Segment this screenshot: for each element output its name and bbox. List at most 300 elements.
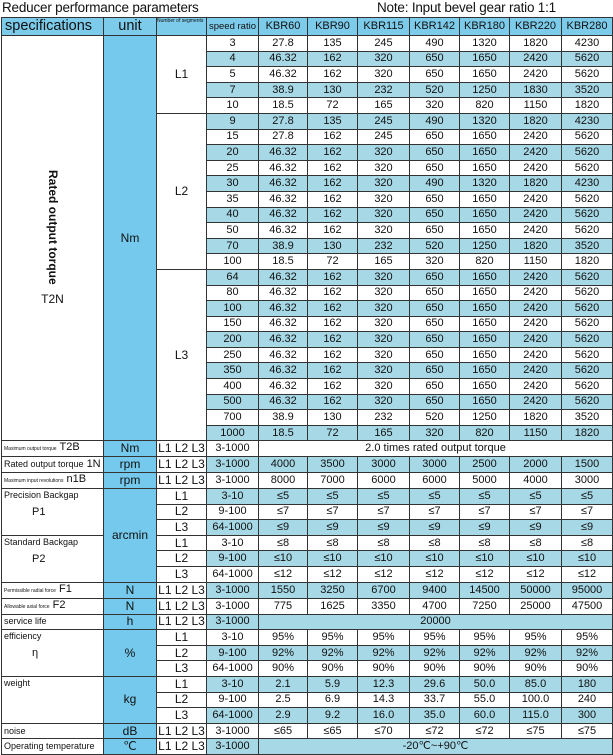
performance-table (1, 17, 613, 755)
value-cell: 320 (358, 363, 410, 379)
value-cell: 5620 (562, 269, 613, 285)
table-row (2, 723, 613, 739)
value-cell: 1650 (460, 332, 510, 348)
spec-label (2, 441, 104, 457)
value-cell: ≤70 (358, 723, 410, 739)
note: Note: Input bevel gear ratio 1:1 (377, 0, 556, 15)
speed-ratio-cell: 3 (207, 36, 259, 52)
value-cell: 7250 (460, 598, 510, 614)
spec-name: Maximum output torque (4, 446, 57, 453)
value-cell: 820 (460, 425, 510, 441)
value-cell: 18.5 (259, 254, 308, 270)
speed-ratio-cell: 70 (207, 238, 259, 254)
segment-cell: L1 L2 L3 (158, 473, 205, 488)
spec-name: Rated output torque (4, 459, 84, 470)
value-cell: 55.0 (460, 692, 510, 708)
value-cell: 650 (410, 363, 460, 379)
spec-name: Precision Backgap (4, 490, 79, 501)
value-cell: 775 (259, 598, 308, 614)
value-cell: 320 (358, 145, 410, 161)
value-cell: 4000 (259, 457, 308, 473)
value-cell: 162 (308, 301, 358, 317)
value-cell: 5620 (562, 191, 613, 207)
value-cell: ≤12 (410, 567, 460, 583)
value-cell: 650 (410, 301, 460, 317)
speed-ratio-cell: 3-10 (207, 676, 259, 692)
value-cell: 7000 (308, 473, 358, 489)
segment-cell: L3 (157, 520, 207, 536)
spec-name: Allowable axial force (4, 603, 50, 610)
segment-cell: L2 (157, 504, 207, 520)
value-cell: 2420 (510, 394, 562, 410)
value-cell: 490 (410, 176, 460, 192)
value-cell: 85.0 (510, 676, 562, 692)
spec-label (2, 489, 104, 536)
value-cell: 9.2 (308, 708, 358, 724)
value-cell: 1650 (460, 301, 510, 317)
speed-ratio-cell: 9-100 (207, 645, 259, 661)
value-cell: 2420 (510, 379, 562, 395)
value-cell: 5620 (562, 347, 613, 363)
value-cell: 1830 (510, 82, 562, 98)
speed-ratio-cell: 64 (207, 269, 259, 285)
value-cell: 46.32 (259, 316, 308, 332)
speed-ratio-cell: 40 (207, 207, 259, 223)
table-row (2, 36, 613, 52)
header-row (2, 18, 613, 36)
value-cell: 2500 (460, 457, 510, 473)
spec-name: Standard Backgap (4, 536, 79, 547)
value-cell: ≤5 (460, 489, 510, 505)
value-cell: 320 (358, 191, 410, 207)
value-cell: 162 (308, 394, 358, 410)
speed-ratio-cell: 3-10 (207, 535, 259, 551)
value-cell: 162 (308, 145, 358, 161)
value-cell: 1250 (460, 238, 510, 254)
value-cell: 130 (308, 410, 358, 426)
segment-cell: L1 L2 L3 (158, 457, 205, 472)
value-cell: 165 (358, 425, 410, 441)
speed-ratio-cell: 3-1000 (207, 739, 259, 755)
value-cell: 820 (460, 254, 510, 270)
value-cell: 5620 (562, 285, 613, 301)
table-row (2, 489, 613, 505)
value-cell: 3350 (358, 598, 410, 614)
value-cell: 162 (308, 379, 358, 395)
value-cell: 1820 (562, 425, 613, 441)
header-model: KBR115 (358, 18, 410, 36)
value-cell: 95% (259, 630, 308, 646)
header-segments: Number of segments (157, 18, 207, 36)
value-cell: 50.0 (460, 676, 510, 692)
value-cell: 2420 (510, 285, 562, 301)
segment-cell: L3 (157, 269, 207, 441)
value-cell: 320 (358, 67, 410, 83)
value-cell: 100.0 (510, 692, 562, 708)
value-cell: ≤8 (410, 535, 460, 551)
value-cell: 72 (308, 425, 358, 441)
table-row (2, 473, 613, 489)
value-cell: 46.32 (259, 160, 308, 176)
table-row (2, 630, 613, 646)
value-cell: 320 (358, 160, 410, 176)
value-cell: 320 (358, 285, 410, 301)
value-cell: 92% (358, 645, 410, 661)
value-cell: ≤5 (510, 489, 562, 505)
value-cell: 5620 (562, 160, 613, 176)
speed-ratio-cell: 1000 (207, 425, 259, 441)
unit-cell: ℃ (104, 739, 157, 755)
value-cell: 90% (410, 661, 460, 677)
value-cell: 4230 (562, 176, 613, 192)
spec-name: Maximum input revolutions (4, 478, 64, 485)
value-cell: 90% (358, 661, 410, 677)
value-cell: 240 (562, 692, 613, 708)
value-cell: 232 (358, 410, 410, 426)
value-cell: 5620 (562, 129, 613, 145)
value-cell: 33.7 (410, 692, 460, 708)
value-cell: 3500 (308, 457, 358, 473)
merged-value-cell: 2.0 times rated output torque (259, 441, 613, 457)
value-cell: 1650 (460, 51, 510, 67)
value-cell: 1650 (460, 285, 510, 301)
value-cell: 46.32 (259, 67, 308, 83)
spec-symbol (95, 740, 98, 752)
value-cell: 92% (410, 645, 460, 661)
value-cell: 95% (410, 630, 460, 646)
value-cell: 2.5 (259, 692, 308, 708)
value-cell: 5620 (562, 363, 613, 379)
value-cell: 5620 (562, 145, 613, 161)
value-cell: 46.32 (259, 191, 308, 207)
value-cell: 4230 (562, 36, 613, 52)
value-cell: 320 (358, 51, 410, 67)
value-cell: 1320 (460, 113, 510, 129)
spec-label (2, 630, 104, 677)
value-cell: 95% (510, 630, 562, 646)
value-cell: 162 (308, 316, 358, 332)
value-cell: 38.9 (259, 410, 308, 426)
value-cell: 5000 (460, 473, 510, 489)
speed-ratio-cell: 35 (207, 191, 259, 207)
value-cell: 46.32 (259, 363, 308, 379)
speed-ratio-cell: 9-100 (207, 504, 259, 520)
value-cell: 1820 (510, 113, 562, 129)
value-cell: ≤10 (259, 551, 308, 567)
speed-ratio-cell: 64-1000 (207, 708, 259, 724)
speed-ratio-cell: 3-1000 (207, 614, 259, 630)
value-cell: 18.5 (259, 425, 308, 441)
segment-cell: L3 (157, 661, 207, 677)
speed-ratio-cell: 4 (207, 51, 259, 67)
value-cell: 92% (308, 645, 358, 661)
value-cell: 90% (562, 661, 613, 677)
value-cell: 38.9 (259, 82, 308, 98)
value-cell: 320 (358, 347, 410, 363)
value-cell: 2000 (510, 457, 562, 473)
value-cell: 18.5 (259, 98, 308, 114)
spec-label (2, 739, 104, 755)
speed-ratio-cell: 5 (207, 67, 259, 83)
header-model: KBR280 (562, 18, 613, 36)
value-cell: 1650 (460, 207, 510, 223)
value-cell: 300 (562, 708, 613, 724)
value-cell: 46.32 (259, 332, 308, 348)
value-cell: 2.1 (259, 676, 308, 692)
value-cell: 95% (562, 630, 613, 646)
value-cell: 27.8 (259, 129, 308, 145)
header-model: KBR142 (410, 18, 460, 36)
value-cell: 650 (410, 223, 460, 239)
value-cell: 6.9 (308, 692, 358, 708)
value-cell: 92% (460, 645, 510, 661)
speed-ratio-cell: 25 (207, 160, 259, 176)
unit-cell: h (104, 614, 157, 630)
spec-label (2, 582, 104, 598)
speed-ratio-cell: 500 (207, 394, 259, 410)
speed-ratio-cell: 3-1000 (207, 473, 259, 489)
value-cell: ≤5 (308, 489, 358, 505)
value-cell: ≤7 (308, 504, 358, 520)
value-cell: 520 (410, 82, 460, 98)
speed-ratio-cell: 9-100 (207, 692, 259, 708)
value-cell: 6700 (358, 582, 410, 598)
speed-ratio-cell: 20 (207, 145, 259, 161)
value-cell: 1320 (460, 36, 510, 52)
value-cell: 1650 (460, 129, 510, 145)
value-cell: ≤7 (358, 504, 410, 520)
value-cell: 1650 (460, 363, 510, 379)
unit-cell: kg (104, 676, 157, 723)
value-cell: 650 (410, 394, 460, 410)
value-cell: 38.9 (259, 238, 308, 254)
value-cell: 60.0 (460, 708, 510, 724)
speed-ratio-cell: 3-1000 (207, 457, 259, 473)
spec-name: weight (4, 677, 31, 688)
value-cell: 320 (410, 98, 460, 114)
value-cell: 1500 (562, 457, 613, 473)
value-cell: ≤9 (259, 520, 308, 536)
speed-ratio-cell: 350 (207, 363, 259, 379)
speed-ratio-cell: 9-100 (207, 551, 259, 567)
value-cell: 650 (410, 145, 460, 161)
spec-label (2, 36, 104, 441)
spec-name: Permissible radial force (4, 587, 56, 594)
value-cell: 4000 (510, 473, 562, 489)
value-cell: 46.32 (259, 285, 308, 301)
speed-ratio-cell: 100 (207, 301, 259, 317)
value-cell: 162 (308, 191, 358, 207)
segment-cell: L1 L2 L3 (158, 441, 205, 456)
value-cell: ≤8 (259, 535, 308, 551)
value-cell: 650 (410, 129, 460, 145)
speed-ratio-cell: 3-1000 (207, 441, 259, 457)
value-cell: 320 (358, 316, 410, 332)
value-cell: 320 (358, 207, 410, 223)
segment-cell: L2 (157, 113, 207, 269)
value-cell: 46.32 (259, 379, 308, 395)
unit-cell: rpm (104, 457, 157, 473)
value-cell: 650 (410, 285, 460, 301)
spec-name: Rated output torque (46, 170, 60, 286)
value-cell: 3250 (308, 582, 358, 598)
value-cell: 5620 (562, 301, 613, 317)
spec-name: efficiency (4, 631, 42, 642)
value-cell: ≤9 (460, 520, 510, 536)
segment-cell: L1 L2 L3 (158, 739, 205, 754)
value-cell: ≤75 (510, 723, 562, 739)
value-cell: 1250 (460, 82, 510, 98)
value-cell: 180 (562, 676, 613, 692)
value-cell: 90% (259, 661, 308, 677)
speed-ratio-cell: 30 (207, 176, 259, 192)
value-cell: 245 (358, 129, 410, 145)
segment-cell: L3 (157, 567, 207, 583)
value-cell: 1820 (510, 410, 562, 426)
value-cell: 3000 (358, 457, 410, 473)
value-cell: 5620 (562, 207, 613, 223)
speed-ratio-cell: 80 (207, 285, 259, 301)
value-cell: 3520 (562, 82, 613, 98)
value-cell: ≤7 (259, 504, 308, 520)
value-cell: 2420 (510, 301, 562, 317)
value-cell: 162 (308, 160, 358, 176)
spec-symbol: n1B (66, 473, 87, 486)
value-cell: 95% (460, 630, 510, 646)
value-cell: ≤75 (562, 723, 613, 739)
header-speed-ratio: speed ratio (207, 18, 259, 36)
spec-label (2, 473, 104, 489)
value-cell: 27.8 (259, 36, 308, 52)
value-cell: 650 (410, 207, 460, 223)
merged-value-cell: 20000 (259, 614, 613, 630)
spec-symbol (26, 725, 29, 737)
speed-ratio-cell: 50 (207, 223, 259, 239)
value-cell: 47500 (562, 598, 613, 614)
value-cell: 162 (308, 129, 358, 145)
header-unit: unit (104, 18, 157, 36)
value-cell: ≤5 (410, 489, 460, 505)
value-cell: ≤12 (308, 567, 358, 583)
segment-cell: L1 L2 L3 (158, 723, 205, 738)
value-cell: ≤8 (308, 535, 358, 551)
merged-value-cell: -20℃~+90℃ (259, 739, 613, 755)
spec-label (2, 457, 104, 473)
segment-cell: L2 (157, 692, 207, 708)
value-cell: 72 (308, 98, 358, 114)
segment-cell: L1 (157, 676, 207, 692)
value-cell: 2.9 (259, 708, 308, 724)
value-cell: 2420 (510, 129, 562, 145)
spec-symbol: T2N (41, 292, 64, 307)
value-cell: 5620 (562, 223, 613, 239)
value-cell: ≤12 (259, 567, 308, 583)
value-cell: 92% (562, 645, 613, 661)
value-cell: 1250 (460, 410, 510, 426)
value-cell: 162 (308, 67, 358, 83)
speed-ratio-cell: 150 (207, 316, 259, 332)
spec-label (2, 614, 104, 630)
value-cell: ≤9 (510, 520, 562, 536)
value-cell: ≤72 (410, 723, 460, 739)
value-cell: 320 (358, 223, 410, 239)
header-specifications: specifications (2, 18, 104, 36)
value-cell: 520 (410, 410, 460, 426)
value-cell: 1650 (460, 67, 510, 83)
speed-ratio-cell: 3-10 (207, 489, 259, 505)
table-row (2, 535, 613, 551)
value-cell: 650 (410, 191, 460, 207)
spec-label (2, 723, 104, 739)
speed-ratio-cell: 200 (207, 332, 259, 348)
table-row (2, 739, 613, 755)
value-cell: 1650 (460, 191, 510, 207)
value-cell: 135 (308, 36, 358, 52)
value-cell: 1820 (510, 238, 562, 254)
value-cell: 92% (259, 645, 308, 661)
value-cell: ≤9 (410, 520, 460, 536)
unit-cell: N (104, 582, 157, 598)
table-row (2, 441, 613, 457)
value-cell: ≤65 (308, 723, 358, 739)
value-cell: 46.32 (259, 51, 308, 67)
segment-cell: L1 (157, 630, 207, 646)
value-cell: ≤10 (510, 551, 562, 567)
value-cell: 2420 (510, 160, 562, 176)
value-cell: 46.32 (259, 223, 308, 239)
value-cell: 320 (358, 176, 410, 192)
unit-cell: dB (104, 723, 157, 739)
value-cell: 162 (308, 363, 358, 379)
spec-name: service life (4, 616, 47, 627)
value-cell: 320 (358, 379, 410, 395)
table-row (2, 614, 613, 630)
value-cell: 1650 (460, 394, 510, 410)
value-cell: ≤7 (510, 504, 562, 520)
value-cell: 50000 (510, 582, 562, 598)
value-cell: 6000 (358, 473, 410, 489)
value-cell: 115.0 (510, 708, 562, 724)
value-cell: 95% (308, 630, 358, 646)
value-cell: 2420 (510, 223, 562, 239)
speed-ratio-cell: 15 (207, 129, 259, 145)
spec-name: noise (4, 725, 26, 736)
value-cell: 5620 (562, 379, 613, 395)
value-cell: 162 (308, 332, 358, 348)
value-cell: 72 (308, 254, 358, 270)
value-cell: 232 (358, 82, 410, 98)
header-model: KBR90 (308, 18, 358, 36)
value-cell: 46.32 (259, 176, 308, 192)
value-cell: 2420 (510, 347, 562, 363)
value-cell: 16.0 (358, 708, 410, 724)
spec-symbol: 1N (86, 458, 101, 471)
unit-cell: Nm (104, 441, 157, 457)
value-cell: 4700 (410, 598, 460, 614)
value-cell: 46.32 (259, 301, 308, 317)
value-cell: 27.8 (259, 113, 308, 129)
value-cell: 6000 (410, 473, 460, 489)
value-cell: 1820 (562, 254, 613, 270)
unit-cell: rpm (104, 473, 157, 489)
value-cell: 5620 (562, 394, 613, 410)
spec-symbol: T2B (59, 441, 80, 454)
speed-ratio-cell: 10 (207, 98, 259, 114)
value-cell: 490 (410, 36, 460, 52)
value-cell: 1550 (259, 582, 308, 598)
value-cell: 14500 (460, 582, 510, 598)
value-cell: 29.6 (410, 676, 460, 692)
